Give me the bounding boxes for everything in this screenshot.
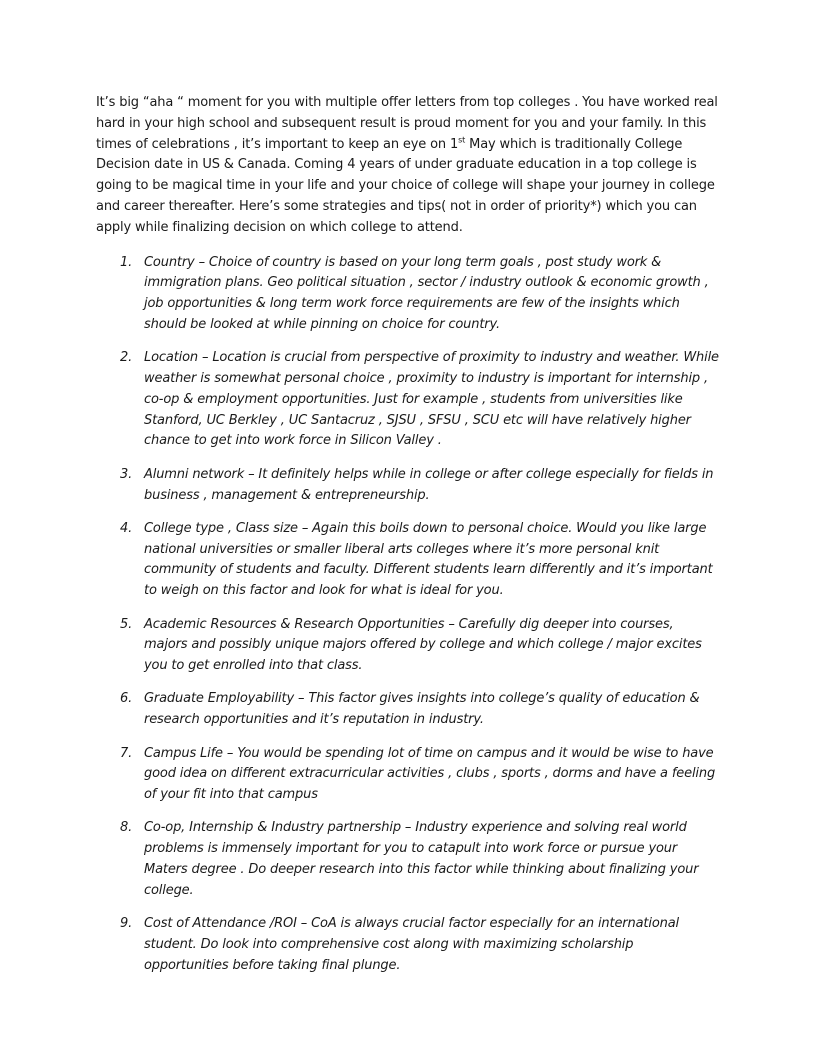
list-item — [96, 914, 720, 976]
document-page — [96, 93, 720, 989]
intro-text-part-1: It’s big “aha “ moment for you with multiple offer letters from top colleges . You have worked real hard in your high school and subsequent result is proud moment for you and your family. In this times of celebrations , it’s important to keep an eye on 1 — [96, 95, 718, 152]
list-item-number: 9. — [120, 916, 133, 932]
list-item-text: Campus Life – You would be spending lot of time on campus and it would be wise to have good idea on different extracurricular activities , clubs , sports , dorms and have a feeling of your fit into that campus — [144, 745, 716, 803]
list-item — [96, 744, 720, 806]
intro-text-part-2: May which is traditionally College Decision date in US & Canada. Coming 4 years of under graduate education in a top college is going to be magical time in your life and your choice of college will shape your journey in college and career thereafter. Here’s some strategies and tips( not in order of priority*) which you can apply while finalizing decision on which college to attend. — [96, 136, 715, 235]
list-item-text: Location – Location is crucial from perspective of proximity to industry and weather. While weather is somewhat personal choice , proximity to industry is important for internship , co-op & employment opportunities. Just for example , students from universities like Stanford, UC Berkley , UC Santacruz , SJSU , SFSU , SCU etc will have relatively higher chance to get into work force in Silicon Valley . — [144, 350, 719, 449]
intro-paragraph — [96, 93, 720, 239]
list-item — [96, 519, 720, 602]
list-item — [96, 689, 720, 731]
list-item — [96, 818, 720, 901]
list-item-text: Co-op, Internship & Industry partnership – Industry experience and solving real world problems is immensely important for you to catapult into work force or pursue your Maters degree . Do deeper research into this factor while thinking about finalizing your college. — [144, 820, 699, 898]
list-item-number: 2. — [120, 350, 133, 366]
list-item-text: Country – Choice of country is based on your long term goals , post study work & immigration plans. Geo political situation , sector / industry outlook & economic growth , job opportunities & long term work force requirements are few of the insights which should be looked at while pinning on choice for country. — [144, 254, 709, 332]
list-item-text: College type , Class size – Again this boils down to personal choice. Would you like large national universities or smaller liberal arts colleges where it’s more personal knit community of students and faculty. Different students learn differently and it’s important to weigh on this factor and look for what is ideal for you. — [144, 520, 713, 599]
list-item — [96, 253, 720, 336]
list-item — [96, 348, 720, 452]
list-item-number: 4. — [120, 520, 133, 536]
list-item-number: 6. — [120, 691, 133, 707]
list-item-number: 7. — [120, 745, 133, 761]
list-item — [96, 465, 720, 507]
list-item-text: Academic Resources & Research Opportunities – Carefully dig deeper into courses, majors and possibly unique majors offered by college and which college / major excites you to get enrolled into that class. — [144, 616, 702, 674]
list-item-number: 3. — [120, 466, 133, 482]
list-item-text: Alumni network – It definitely helps while in college or after college especially for fields in business , management & entrepreneurship. — [144, 466, 714, 503]
list-item-number: 5. — [120, 616, 133, 632]
list-item-text: Graduate Employability – This factor gives insights into college’s quality of education & research opportunities and it’s reputation in industry. — [144, 691, 700, 728]
list-item — [96, 615, 720, 677]
list-item-text: Cost of Attendance /ROI – CoA is always crucial factor especially for an international student. Do look into comprehensive cost along with maximizing scholarship opportunities before taking final plunge. — [144, 916, 679, 973]
list-item-number: 1. — [120, 254, 133, 270]
intro-superscript: st — [458, 135, 466, 145]
tips-list — [96, 253, 720, 977]
list-item-number: 8. — [120, 820, 133, 836]
